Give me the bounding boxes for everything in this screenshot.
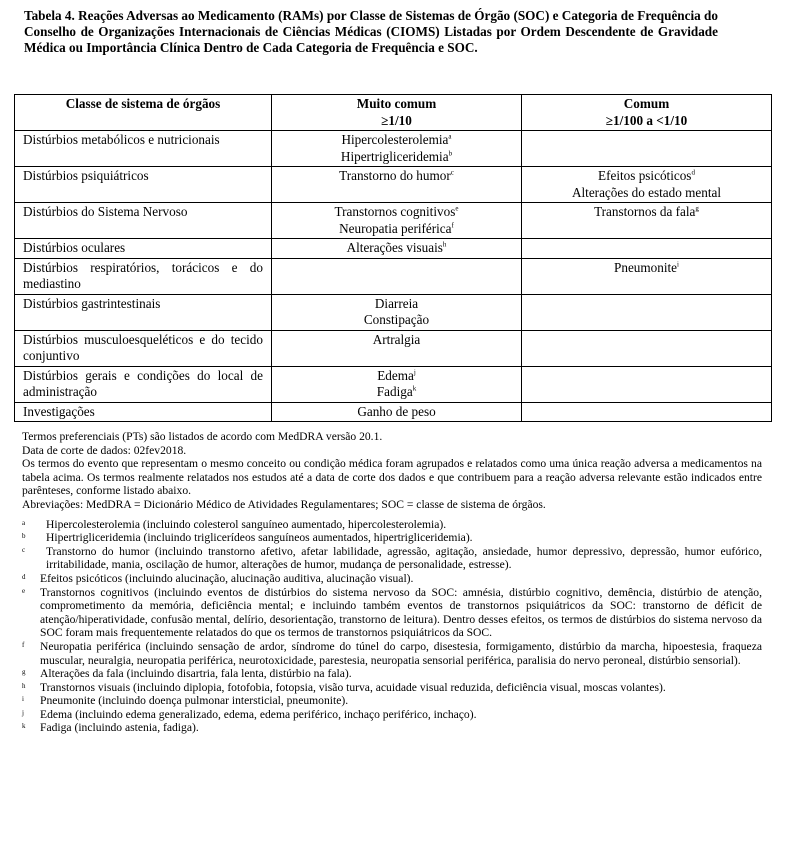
footnote-text: Alterações da fala (incluindo disartria, fala lenta, distúrbio na fala). xyxy=(40,667,352,681)
footnote-text: Pneumonite (incluindo doença pulmonar intersticial, pneumonite). xyxy=(40,694,349,708)
reaction-term-text: Artralgia xyxy=(372,331,421,347)
table-header-row xyxy=(15,95,772,131)
reaction-term-text: Constipação xyxy=(363,312,430,327)
footnote-mark: c xyxy=(22,545,26,554)
soc-label: Distúrbios metabólicos e nutricionais xyxy=(23,132,220,147)
table-row xyxy=(15,203,772,239)
footnote-d xyxy=(22,572,762,586)
soc-cell xyxy=(15,294,272,330)
table-row xyxy=(15,294,772,330)
soc-label: Investigações xyxy=(23,403,95,419)
footnote-text: Neuropatia periférica (incluindo sensação de ardor, síndrome do túnel do carpo, disestesia, formigamento, distúrbio da marcha, hipoestesia, fraqueza muscular, neuralgia, neuropatia periférica, neurotoxicidade, parestesia, neuropatia sensorial periférica, paralisia do nervo peroneal, distúrbio sensorial). xyxy=(40,639,762,667)
very-common-cell xyxy=(272,203,522,239)
soc-label: Distúrbios musculoesqueléticos e do tecido conjuntivo xyxy=(23,331,263,363)
reaction-term-text: Transtornos da fala xyxy=(594,204,696,219)
common-cell xyxy=(522,402,772,422)
very-common-cell xyxy=(272,330,522,366)
footnote-mark: i xyxy=(22,695,24,704)
soc-label: Distúrbios respiratórios, torácicos e do mediastino xyxy=(23,259,263,291)
header-common-label: Comum xyxy=(623,96,670,111)
footnote-b xyxy=(22,531,762,545)
common-cell xyxy=(522,258,772,294)
note-pt: Termos preferenciais (PTs) são listados de acordo com MedDRA versão 20.1. xyxy=(22,430,383,443)
reaction-term xyxy=(280,204,513,221)
common-cell xyxy=(522,294,772,330)
footnote-marker: b xyxy=(448,149,453,158)
soc-cell xyxy=(15,258,272,294)
reaction-term xyxy=(530,168,763,185)
adverse-reactions-table xyxy=(14,94,772,422)
table-row xyxy=(15,366,772,402)
soc-cell xyxy=(15,131,272,167)
common-cell xyxy=(522,203,772,239)
footnote-g xyxy=(22,667,762,681)
table-row xyxy=(15,402,772,422)
soc-label: Distúrbios gastrintestinais xyxy=(23,295,161,311)
footnote-k xyxy=(22,721,762,735)
reaction-term-text: Alterações do estado mental xyxy=(571,184,722,200)
header-very-common-label: Muito comum xyxy=(356,96,437,111)
footnote-j xyxy=(22,708,762,722)
soc-label: Distúrbios psiquiátricos xyxy=(23,168,149,183)
common-cell xyxy=(522,167,772,203)
reaction-term-text: Ganho de peso xyxy=(357,403,436,419)
footnote-text: Transtornos visuais (incluindo diplopia, fotofobia, fotopsia, visão turva, acuidade visual reduzida, deficiência visual, moscas volantes). xyxy=(40,680,666,694)
soc-cell xyxy=(15,239,272,259)
common-cell xyxy=(522,330,772,366)
footnote-text: Edema (incluindo edema generalizado, edema, edema periférico, inchaço periférico, inchaço). xyxy=(40,707,477,721)
reaction-term xyxy=(280,312,513,329)
footnote-marker: d xyxy=(691,168,695,177)
footnote-a xyxy=(22,518,762,532)
note-cutoff: Data de corte de dados: 02fev2018. xyxy=(22,443,187,457)
reaction-term xyxy=(280,296,513,313)
reaction-term-text: Neuropatia periférica xyxy=(339,220,452,236)
footnote-c xyxy=(22,545,762,572)
footnote-mark: a xyxy=(22,518,26,527)
note-abbreviations: Abreviações: MedDRA = Dicionário Médico de Atividades Regulamentares; SOC = classe de sistema de órgãos. xyxy=(22,497,546,511)
reaction-term-text: Fadiga xyxy=(376,384,413,399)
reaction-term xyxy=(280,149,513,166)
header-common xyxy=(522,95,772,131)
footnote-marker: f xyxy=(451,221,454,230)
soc-cell xyxy=(15,366,272,402)
reaction-term xyxy=(280,132,513,149)
very-common-cell xyxy=(272,239,522,259)
reaction-term xyxy=(280,332,513,349)
table-row xyxy=(15,239,772,259)
footnote-e xyxy=(22,586,762,640)
reaction-term xyxy=(280,168,513,185)
header-soc xyxy=(15,95,272,131)
reaction-term-text: Edema xyxy=(377,367,414,383)
footnote-text: Transtornos cognitivos (incluindo eventos de distúrbios do sistema nervoso da SOC: amnésia, distúrbio cognitivo, demência, distúrbio de atenção, comprometimento da memória, deficiência mental; e incluindo também eventos de transtornos psiquiátricos da SOC: transtorno de déficit de atenção/hiperatividade, confusão mental, delírio, desorientação, transtorno de leitura). Dentro desses efeitos, os termos de distúrbios do sistema nervoso da SOC foram mais frequentemente relatados do que os termos de transtornos psiquiátricos da SOC. xyxy=(40,585,762,640)
common-cell xyxy=(522,239,772,259)
footnote-marker: a xyxy=(448,132,452,141)
very-common-cell xyxy=(272,258,522,294)
reaction-term-text: Alterações visuais xyxy=(346,240,443,255)
soc-cell xyxy=(15,330,272,366)
footnote-marker: i xyxy=(677,260,679,269)
header-very-common xyxy=(272,95,522,131)
footnote-text: Hipercolesterolemia (incluindo colesterol sanguíneo aumentado, hipercolesterolemia). xyxy=(46,517,447,531)
table-notes xyxy=(22,430,762,735)
header-very-common-range: ≥1/10 xyxy=(381,112,412,128)
reaction-term-text: Pneumonite xyxy=(614,259,678,275)
reaction-term xyxy=(530,185,763,202)
table-row xyxy=(15,131,772,167)
very-common-cell xyxy=(272,131,522,167)
footnote-text: Hipertrigliceridemia (incluindo triglicerídeos sanguíneos aumentados, hipertrigliceridemia). xyxy=(46,531,473,545)
footnote-mark: f xyxy=(22,640,25,649)
table-row xyxy=(15,330,772,366)
footnote-marker: k xyxy=(412,384,417,393)
reaction-term xyxy=(280,240,513,257)
footnote-mark: d xyxy=(22,572,26,581)
reaction-term-text: Transtornos cognitivos xyxy=(334,204,456,219)
reaction-term-text: Hipertrigliceridemia xyxy=(340,148,449,164)
soc-cell xyxy=(15,402,272,422)
footnote-text: Efeitos psicóticos (incluindo alucinação, alucinação auditiva, alucinação visual). xyxy=(40,571,414,585)
very-common-cell xyxy=(272,402,522,422)
footnote-marker: j xyxy=(413,368,416,377)
footnote-h xyxy=(22,681,762,695)
footnote-list xyxy=(22,518,762,736)
footnote-text: Transtorno do humor (incluindo transtorno afetivo, afetar labilidade, agressão, agitação, ansiedade, humor depressivo, depressão, humor eufórico, irritabilidade, mania, oscilação de humor, alterações de humor, mudança de personalidade, estresse). xyxy=(46,544,762,572)
soc-label: Distúrbios oculares xyxy=(23,240,126,255)
soc-label: Distúrbios gerais e condições do local de administração xyxy=(23,367,263,399)
footnote-text: Fadiga (incluindo astenia, fadiga). xyxy=(40,721,199,735)
reaction-term xyxy=(530,260,763,277)
footnote-marker: c xyxy=(450,168,454,177)
footnote-mark: h xyxy=(22,681,26,690)
table-title: Tabela 4. Reações Adversas ao Medicamento (RAMs) por Classe de Sistemas de Órgão (SOC) e Categoria de Frequência do Conselho de Organizações Internacionais de Ciências Médicas (CIOMS) Listadas por Ordem Descendente de Gravidade Médica ou Importância Clínica Dentro de Cada Categoria de Frequência e SOC. xyxy=(24,8,718,55)
reaction-term-text: Diarreia xyxy=(374,295,419,311)
very-common-cell xyxy=(272,167,522,203)
soc-cell xyxy=(15,167,272,203)
reaction-term xyxy=(530,204,763,221)
table-row xyxy=(15,258,772,294)
footnote-marker: g xyxy=(695,204,699,213)
soc-label: Distúrbios do Sistema Nervoso xyxy=(23,204,188,219)
reaction-term xyxy=(280,368,513,385)
footnote-mark: j xyxy=(22,708,24,717)
common-cell xyxy=(522,366,772,402)
reaction-term-text: Hipercolesterolemia xyxy=(341,132,449,147)
table-row xyxy=(15,167,772,203)
reaction-term xyxy=(280,384,513,401)
footnote-i xyxy=(22,694,762,708)
very-common-cell xyxy=(272,294,522,330)
reaction-term-text: Transtorno do humor xyxy=(339,168,451,183)
footnote-mark: e xyxy=(22,586,26,595)
footnote-marker: e xyxy=(455,204,459,213)
common-cell xyxy=(522,131,772,167)
footnote-mark: k xyxy=(22,722,26,731)
header-soc-label: Classe de sistema de órgãos xyxy=(65,96,221,111)
footnote-marker: h xyxy=(442,240,447,249)
reaction-term xyxy=(280,221,513,238)
reaction-term xyxy=(280,404,513,421)
footnote-mark: g xyxy=(22,668,26,677)
soc-cell xyxy=(15,203,272,239)
very-common-cell xyxy=(272,366,522,402)
footnote-mark: b xyxy=(22,532,26,541)
note-grouping: Os termos do evento que representam o mesmo conceito ou condição médica foram agrupados e relatados como uma única reação adversa a medicamentos na tabela acima. Os termos realmente relatados nos estudos até a data de corte dos dados e que contribuem para a reação adversa relevante estão indicados entre parênteses, conforme listado abaixo. xyxy=(22,457,762,498)
header-common-range: ≥1/100 a <1/10 xyxy=(605,112,688,128)
reaction-term-text: Efeitos psicóticos xyxy=(598,168,692,183)
footnote-f xyxy=(22,640,762,667)
